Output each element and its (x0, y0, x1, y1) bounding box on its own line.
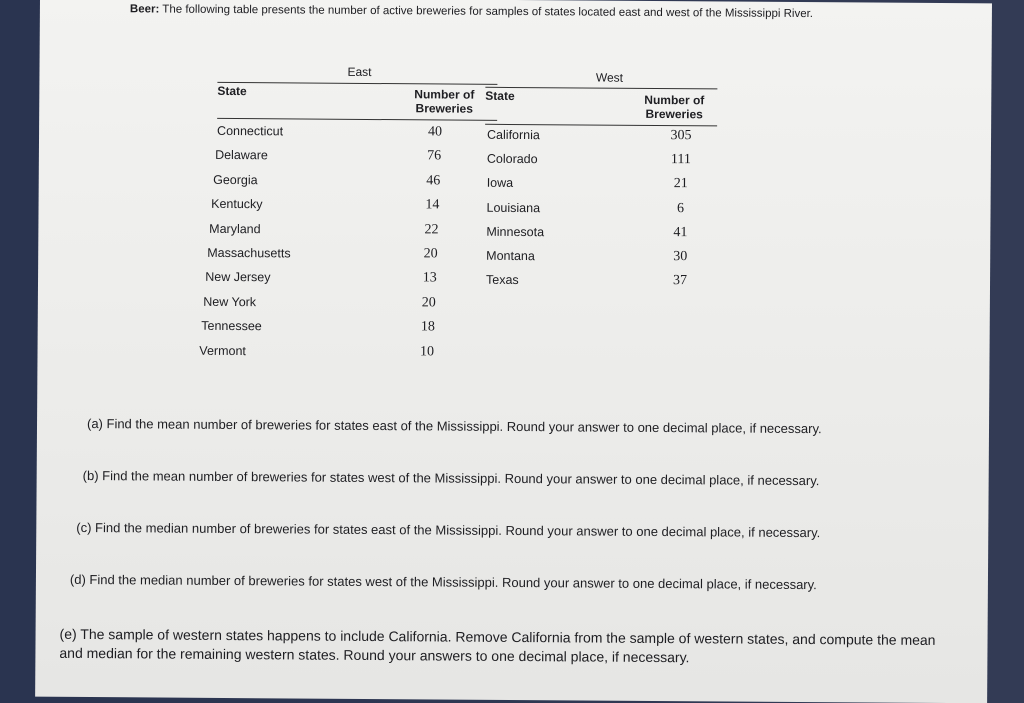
east-row-count: 20 (421, 295, 436, 311)
west-row-count: 305 (670, 128, 692, 144)
west-row-state: Colorado (486, 151, 538, 167)
east-row-count: 22 (424, 221, 439, 238)
east-row-count: 10 (420, 343, 435, 360)
east-row-count: 40 (428, 124, 443, 140)
east-row-state: New Jersey (205, 270, 271, 285)
west-row-count: 37 (672, 273, 688, 289)
east-row-count: 14 (425, 197, 440, 213)
question-b: (b) Find the mean number of breweries for states west of the Mississippi. Round your answer to one decimal place, if necessary. (82, 467, 820, 489)
west-header-rule (485, 124, 717, 127)
east-row-state: Massachusetts (207, 245, 291, 261)
east-table-title: East (347, 64, 372, 79)
west-row-count: 30 (673, 249, 688, 265)
west-row-state: Minnesota (486, 224, 545, 239)
west-col-state: State (485, 88, 515, 103)
east-row-state: Georgia (213, 172, 258, 187)
west-row-state: Louisiana (486, 200, 541, 215)
east-row-state: Vermont (199, 343, 246, 358)
east-row-state: New York (203, 294, 257, 309)
west-row-state: Montana (486, 248, 535, 264)
east-row-state: Maryland (209, 221, 261, 236)
east-row-count: 46 (426, 173, 441, 189)
question-c: (c) Find the median number of breweries for states east of the Mississippi. Round your answer to one decimal place, if necessary. (76, 519, 821, 541)
east-col-count: Number of Breweries (414, 87, 475, 116)
east-row-count: 13 (422, 270, 437, 286)
west-row-count: 6 (676, 200, 685, 216)
west-row-state: Texas (485, 272, 519, 288)
question-d: (d) Find the median number of breweries for states west of the Mississippi. Round your answer to one decimal place, if necessary. (69, 571, 817, 593)
west-row-count: 21 (673, 176, 688, 192)
east-col-state: State (217, 83, 247, 99)
west-row-count: 111 (670, 152, 691, 168)
west-table-title: West (595, 70, 624, 85)
east-row-state: Connecticut (217, 123, 284, 139)
east-row-count: 18 (420, 319, 436, 335)
worksheet-page (35, 0, 992, 703)
west-row-state: Iowa (486, 176, 514, 191)
intro-text: The following table presents the number of active breweries for samples of states located east and west of the Mississippi River. (162, 3, 814, 21)
intro-label: Beer: (129, 3, 160, 16)
west-row-state: California (487, 127, 540, 143)
west-col-count: Number of Breweries (644, 92, 705, 122)
east-row-count: 76 (427, 148, 442, 164)
east-row-state: Tennessee (201, 318, 262, 334)
question-a: (a) Find the mean number of breweries for states east of the Mississippi. Round your answer to one decimal place, if necessary. (86, 416, 822, 437)
question-e: (e) The sample of western states happens to include California. Remove California from the sample of western states, and compute the mean and median for the remaining western states. Round your answers to one decimal place, if necessary. (59, 625, 936, 666)
east-header-rule (217, 118, 497, 121)
east-row-count: 20 (423, 246, 438, 262)
east-row-state: Delaware (215, 148, 268, 163)
east-row-state: Kentucky (211, 197, 263, 212)
west-row-count: 41 (673, 224, 688, 240)
intro-paragraph (130, 3, 890, 21)
